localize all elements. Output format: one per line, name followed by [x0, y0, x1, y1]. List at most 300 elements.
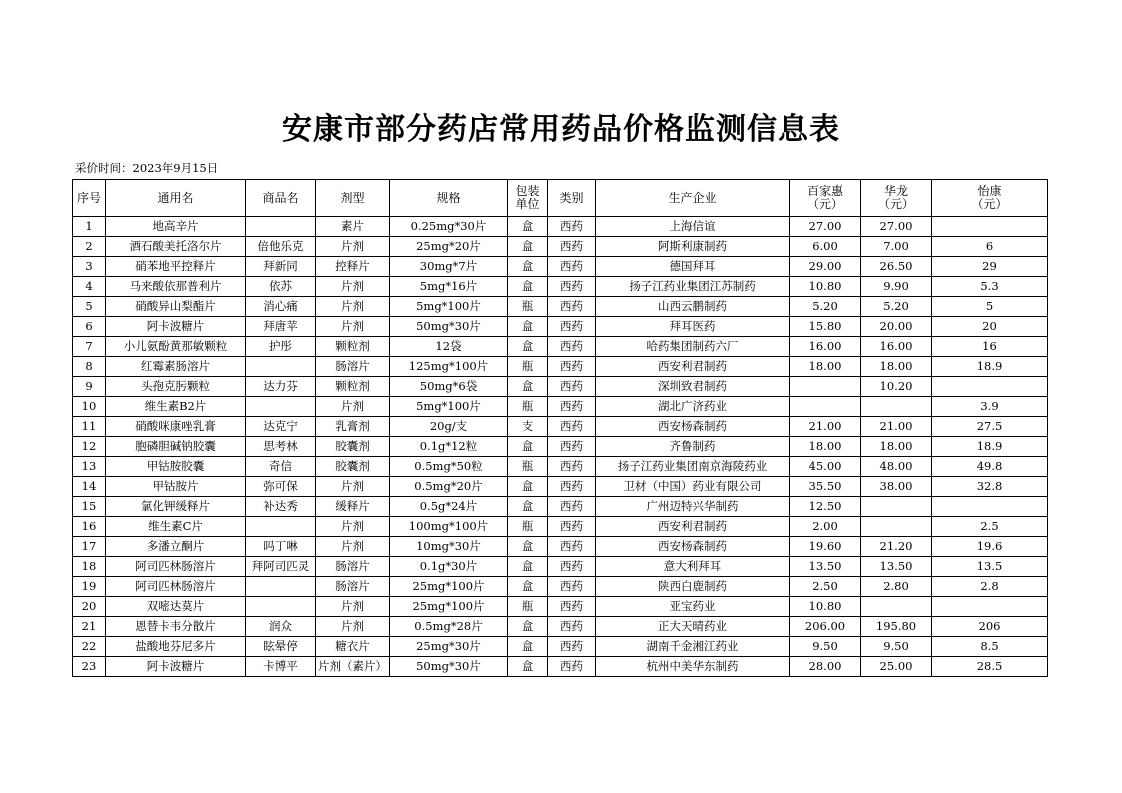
cell-brand-name: 倍他乐克 [246, 237, 316, 257]
cell-specification: 0.5mg*50粒 [390, 457, 508, 477]
cell-price-yikang: 206 [932, 617, 1048, 637]
cell-price-hualong: 21.20 [861, 537, 932, 557]
table-row [73, 357, 1048, 377]
cell-seq: 11 [73, 417, 106, 437]
cell-category: 西药 [548, 537, 596, 557]
cell-specification: 0.25mg*30片 [390, 217, 508, 237]
cell-manufacturer: 山西云鹏制药 [596, 297, 790, 317]
cell-generic-name: 红霉素肠溶片 [106, 357, 246, 377]
cell-price-hualong: 9.90 [861, 277, 932, 297]
cell-category: 西药 [548, 637, 596, 657]
cell-specification: 0.5g*24片 [390, 497, 508, 517]
header-price-baijiahui-line2: （元） [806, 197, 843, 211]
cell-price-hualong: 13.50 [861, 557, 932, 577]
cell-price-hualong: 21.00 [861, 417, 932, 437]
table-row [73, 437, 1048, 457]
cell-specification: 12袋 [390, 337, 508, 357]
cell-package-unit: 瓶 [508, 357, 548, 377]
cell-manufacturer: 扬子江药业集团南京海陵药业 [596, 457, 790, 477]
cell-generic-name: 头孢克肟颗粒 [106, 377, 246, 397]
header-seq: 序号 [73, 180, 106, 217]
header-price-hualong-line2: （元） [877, 197, 914, 211]
cell-brand-name: 拜唐苹 [246, 317, 316, 337]
cell-price-baijiahui: 27.00 [790, 217, 861, 237]
header-generic-name: 通用名 [106, 180, 246, 217]
table-row [73, 217, 1048, 237]
cell-manufacturer: 湖南千金湘江药业 [596, 637, 790, 657]
cell-category: 西药 [548, 417, 596, 437]
cell-price-baijiahui: 21.00 [790, 417, 861, 437]
cell-brand-name: 奇信 [246, 457, 316, 477]
cell-generic-name: 氯化钾缓释片 [106, 497, 246, 517]
cell-manufacturer: 西安利君制药 [596, 357, 790, 377]
cell-specification: 0.1g*30片 [390, 557, 508, 577]
cell-dosage-form: 片剂 [316, 277, 390, 297]
table-row [73, 377, 1048, 397]
cell-seq: 14 [73, 477, 106, 497]
cell-price-hualong: 18.00 [861, 437, 932, 457]
cell-brand-name: 吗丁啉 [246, 537, 316, 557]
cell-package-unit: 瓶 [508, 397, 548, 417]
header-specification: 规格 [390, 180, 508, 217]
header-package-unit [508, 180, 548, 217]
cell-price-yikang: 5 [932, 297, 1048, 317]
cell-price-yikang [932, 217, 1048, 237]
header-price-yikang-line1: 怡康 [977, 184, 1002, 198]
header-dosage-form: 剂型 [316, 180, 390, 217]
cell-seq: 8 [73, 357, 106, 377]
cell-category: 西药 [548, 517, 596, 537]
cell-category: 西药 [548, 257, 596, 277]
cell-generic-name: 马来酸依那普利片 [106, 277, 246, 297]
cell-price-yikang: 2.5 [932, 517, 1048, 537]
cell-price-baijiahui: 6.00 [790, 237, 861, 257]
cell-price-baijiahui: 12.50 [790, 497, 861, 517]
cell-generic-name: 阿司匹林肠溶片 [106, 557, 246, 577]
cell-price-hualong: 5.20 [861, 297, 932, 317]
table-row [73, 277, 1048, 297]
cell-price-hualong: 38.00 [861, 477, 932, 497]
cell-generic-name: 阿司匹林肠溶片 [106, 577, 246, 597]
cell-category: 西药 [548, 217, 596, 237]
cell-price-hualong [861, 497, 932, 517]
cell-brand-name: 眩晕停 [246, 637, 316, 657]
cell-price-baijiahui [790, 397, 861, 417]
table-row [73, 537, 1048, 557]
cell-seq: 12 [73, 437, 106, 457]
cell-brand-name: 达克宁 [246, 417, 316, 437]
cell-brand-name: 依苏 [246, 277, 316, 297]
cell-brand-name: 拜新同 [246, 257, 316, 277]
cell-dosage-form: 胶囊剂 [316, 457, 390, 477]
cell-manufacturer: 哈药集团制药六厂 [596, 337, 790, 357]
cell-brand-name [246, 217, 316, 237]
cell-category: 西药 [548, 277, 596, 297]
header-price-hualong [861, 180, 932, 217]
cell-brand-name [246, 597, 316, 617]
cell-brand-name [246, 357, 316, 377]
cell-price-yikang: 28.5 [932, 657, 1048, 677]
cell-category: 西药 [548, 597, 596, 617]
cell-manufacturer: 拜耳医药 [596, 317, 790, 337]
cell-price-baijiahui: 10.80 [790, 597, 861, 617]
cell-price-yikang: 49.8 [932, 457, 1048, 477]
cell-category: 西药 [548, 377, 596, 397]
cell-package-unit: 盒 [508, 337, 548, 357]
cell-generic-name: 小儿氨酚黄那敏颗粒 [106, 337, 246, 357]
cell-specification: 125mg*100片 [390, 357, 508, 377]
table-row [73, 557, 1048, 577]
cell-seq: 18 [73, 557, 106, 577]
cell-category: 西药 [548, 237, 596, 257]
cell-price-yikang: 18.9 [932, 437, 1048, 457]
cell-package-unit: 盒 [508, 277, 548, 297]
cell-price-baijiahui: 18.00 [790, 437, 861, 457]
cell-price-baijiahui: 16.00 [790, 337, 861, 357]
cell-price-hualong: 26.50 [861, 257, 932, 277]
cell-dosage-form: 控释片 [316, 257, 390, 277]
cell-dosage-form: 肠溶片 [316, 557, 390, 577]
cell-dosage-form: 片剂 [316, 617, 390, 637]
cell-manufacturer: 湖北广济药业 [596, 397, 790, 417]
cell-price-yikang: 19.6 [932, 537, 1048, 557]
cell-generic-name: 双嘧达莫片 [106, 597, 246, 617]
cell-seq: 5 [73, 297, 106, 317]
cell-specification: 5mg*16片 [390, 277, 508, 297]
cell-manufacturer: 扬子江药业集团江苏制药 [596, 277, 790, 297]
cell-price-yikang: 20 [932, 317, 1048, 337]
cell-price-baijiahui: 15.80 [790, 317, 861, 337]
cell-package-unit: 盒 [508, 437, 548, 457]
cell-package-unit: 盒 [508, 377, 548, 397]
cell-specification: 25mg*20片 [390, 237, 508, 257]
cell-price-yikang: 29 [932, 257, 1048, 277]
cell-seq: 4 [73, 277, 106, 297]
cell-generic-name: 维生素C片 [106, 517, 246, 537]
cell-seq: 1 [73, 217, 106, 237]
cell-brand-name: 润众 [246, 617, 316, 637]
cell-package-unit: 盒 [508, 317, 548, 337]
cell-price-yikang: 27.5 [932, 417, 1048, 437]
cell-price-baijiahui: 2.50 [790, 577, 861, 597]
drug-price-table [72, 179, 1048, 677]
table-row [73, 597, 1048, 617]
cell-dosage-form: 素片 [316, 217, 390, 237]
cell-category: 西药 [548, 557, 596, 577]
cell-category: 西药 [548, 357, 596, 377]
cell-manufacturer: 西安杨森制药 [596, 417, 790, 437]
cell-manufacturer: 杭州中美华东制药 [596, 657, 790, 677]
header-package-unit-line1: 包装 [515, 184, 540, 198]
cell-dosage-form: 颗粒剂 [316, 337, 390, 357]
cell-generic-name: 阿卡波糖片 [106, 317, 246, 337]
cell-generic-name: 酒石酸美托洛尔片 [106, 237, 246, 257]
cell-category: 西药 [548, 657, 596, 677]
cell-price-baijiahui: 206.00 [790, 617, 861, 637]
cell-specification: 25mg*100片 [390, 577, 508, 597]
cell-price-hualong: 27.00 [861, 217, 932, 237]
cell-package-unit: 盒 [508, 497, 548, 517]
cell-specification: 0.5mg*28片 [390, 617, 508, 637]
cell-brand-name [246, 517, 316, 537]
cell-seq: 15 [73, 497, 106, 517]
cell-price-hualong: 16.00 [861, 337, 932, 357]
cell-package-unit: 盒 [508, 657, 548, 677]
cell-specification: 25mg*100片 [390, 597, 508, 617]
header-price-hualong-line1: 华龙 [883, 184, 908, 198]
cell-manufacturer: 广州迈特兴华制药 [596, 497, 790, 517]
cell-manufacturer: 深圳致君制药 [596, 377, 790, 397]
cell-specification: 100mg*100片 [390, 517, 508, 537]
cell-price-baijiahui: 35.50 [790, 477, 861, 497]
cell-price-hualong: 18.00 [861, 357, 932, 377]
cell-category: 西药 [548, 317, 596, 337]
cell-brand-name: 达力芬 [246, 377, 316, 397]
header-price-baijiahui [790, 180, 861, 217]
table-row [73, 317, 1048, 337]
table-row [73, 637, 1048, 657]
cell-generic-name: 阿卡波糖片 [106, 657, 246, 677]
cell-dosage-form: 片剂 [316, 477, 390, 497]
cell-seq: 21 [73, 617, 106, 637]
cell-price-hualong: 20.00 [861, 317, 932, 337]
cell-package-unit: 盒 [508, 257, 548, 277]
cell-specification: 0.1g*12粒 [390, 437, 508, 457]
cell-dosage-form: 片剂 [316, 597, 390, 617]
cell-price-yikang: 3.9 [932, 397, 1048, 417]
cell-category: 西药 [548, 297, 596, 317]
cell-seq: 3 [73, 257, 106, 277]
cell-seq: 16 [73, 517, 106, 537]
cell-price-yikang: 2.8 [932, 577, 1048, 597]
cell-specification: 25mg*30片 [390, 637, 508, 657]
table-row [73, 417, 1048, 437]
cell-price-baijiahui: 5.20 [790, 297, 861, 317]
cell-manufacturer: 正大天晴药业 [596, 617, 790, 637]
cell-seq: 19 [73, 577, 106, 597]
header-package-unit-line2: 单位 [515, 197, 540, 211]
cell-package-unit: 盒 [508, 537, 548, 557]
cell-dosage-form: 胶囊剂 [316, 437, 390, 457]
table-row [73, 497, 1048, 517]
cell-generic-name: 硝酸咪康唑乳膏 [106, 417, 246, 437]
table-body [73, 217, 1048, 677]
cell-manufacturer: 齐鲁制药 [596, 437, 790, 457]
cell-price-hualong: 9.50 [861, 637, 932, 657]
cell-price-hualong [861, 517, 932, 537]
table-row [73, 657, 1048, 677]
cell-seq: 9 [73, 377, 106, 397]
cell-generic-name: 甲钴胺片 [106, 477, 246, 497]
cell-seq: 13 [73, 457, 106, 477]
cell-dosage-form: 片剂 [316, 537, 390, 557]
cell-price-hualong: 195.80 [861, 617, 932, 637]
cell-price-baijiahui: 10.80 [790, 277, 861, 297]
cell-specification: 5mg*100片 [390, 297, 508, 317]
cell-seq: 22 [73, 637, 106, 657]
cell-brand-name: 思考林 [246, 437, 316, 457]
cell-dosage-form: 片剂 [316, 237, 390, 257]
cell-price-baijiahui: 29.00 [790, 257, 861, 277]
cell-price-hualong: 7.00 [861, 237, 932, 257]
cell-brand-name: 消心痛 [246, 297, 316, 317]
table-row [73, 297, 1048, 317]
cell-price-yikang: 32.8 [932, 477, 1048, 497]
collection-date: 采价时间：2023年9月15日 [75, 161, 219, 175]
cell-package-unit: 瓶 [508, 597, 548, 617]
cell-dosage-form: 片剂 [316, 317, 390, 337]
cell-generic-name: 硝苯地平控释片 [106, 257, 246, 277]
cell-brand-name: 护彤 [246, 337, 316, 357]
cell-seq: 23 [73, 657, 106, 677]
cell-price-baijiahui: 13.50 [790, 557, 861, 577]
table-row [73, 517, 1048, 537]
cell-generic-name: 维生素B2片 [106, 397, 246, 417]
cell-package-unit: 盒 [508, 617, 548, 637]
table-row [73, 337, 1048, 357]
cell-seq: 20 [73, 597, 106, 617]
cell-category: 西药 [548, 477, 596, 497]
table-row [73, 257, 1048, 277]
cell-manufacturer: 德国拜耳 [596, 257, 790, 277]
cell-dosage-form: 片剂 [316, 517, 390, 537]
cell-price-hualong: 48.00 [861, 457, 932, 477]
cell-brand-name: 拜阿司匹灵 [246, 557, 316, 577]
cell-manufacturer: 意大利拜耳 [596, 557, 790, 577]
header-brand-name: 商品名 [246, 180, 316, 217]
page-title: 安康市部分药店常用药品价格监测信息表 [282, 112, 840, 147]
cell-dosage-form: 糖衣片 [316, 637, 390, 657]
cell-package-unit: 盒 [508, 217, 548, 237]
cell-price-yikang: 13.5 [932, 557, 1048, 577]
cell-brand-name [246, 577, 316, 597]
cell-manufacturer: 亚宝药业 [596, 597, 790, 617]
cell-generic-name: 地高辛片 [106, 217, 246, 237]
cell-price-baijiahui [790, 377, 861, 397]
header-price-yikang [932, 180, 1048, 217]
cell-price-baijiahui: 2.00 [790, 517, 861, 537]
cell-price-hualong: 25.00 [861, 657, 932, 677]
cell-brand-name: 卡博平 [246, 657, 316, 677]
cell-category: 西药 [548, 337, 596, 357]
cell-manufacturer: 卫材（中国）药业有限公司 [596, 477, 790, 497]
cell-seq: 17 [73, 537, 106, 557]
table-row [73, 577, 1048, 597]
cell-generic-name: 胞磷胆碱钠胶囊 [106, 437, 246, 457]
cell-package-unit: 盒 [508, 477, 548, 497]
cell-specification: 5mg*100片 [390, 397, 508, 417]
cell-price-yikang: 18.9 [932, 357, 1048, 377]
cell-price-hualong: 10.20 [861, 377, 932, 397]
cell-price-yikang: 6 [932, 237, 1048, 257]
cell-seq: 7 [73, 337, 106, 357]
cell-dosage-form: 缓释片 [316, 497, 390, 517]
table-row [73, 457, 1048, 477]
cell-package-unit: 支 [508, 417, 548, 437]
cell-price-yikang [932, 377, 1048, 397]
cell-category: 西药 [548, 437, 596, 457]
cell-specification: 20g/支 [390, 417, 508, 437]
cell-manufacturer: 陕西白鹿制药 [596, 577, 790, 597]
header-manufacturer: 生产企业 [596, 180, 790, 217]
cell-seq: 2 [73, 237, 106, 257]
cell-specification: 30mg*7片 [390, 257, 508, 277]
cell-generic-name: 多潘立酮片 [106, 537, 246, 557]
cell-package-unit: 瓶 [508, 457, 548, 477]
header-category: 类别 [548, 180, 596, 217]
cell-price-baijiahui: 18.00 [790, 357, 861, 377]
cell-generic-name: 甲钴胺胶囊 [106, 457, 246, 477]
cell-generic-name: 恩替卡韦分散片 [106, 617, 246, 637]
cell-manufacturer: 上海信谊 [596, 217, 790, 237]
cell-category: 西药 [548, 397, 596, 417]
cell-dosage-form: 片剂 [316, 297, 390, 317]
cell-brand-name [246, 397, 316, 417]
cell-dosage-form: 颗粒剂 [316, 377, 390, 397]
cell-package-unit: 盒 [508, 237, 548, 257]
cell-dosage-form: 片剂 [316, 397, 390, 417]
cell-manufacturer: 西安杨森制药 [596, 537, 790, 557]
cell-package-unit: 瓶 [508, 517, 548, 537]
cell-price-yikang: 16 [932, 337, 1048, 357]
cell-price-hualong: 2.80 [861, 577, 932, 597]
cell-category: 西药 [548, 457, 596, 477]
header-price-baijiahui-line1: 百家惠 [806, 184, 843, 198]
cell-category: 西药 [548, 577, 596, 597]
cell-generic-name: 硝酸异山梨酯片 [106, 297, 246, 317]
cell-specification: 10mg*30片 [390, 537, 508, 557]
cell-specification: 50mg*6袋 [390, 377, 508, 397]
cell-brand-name: 补达秀 [246, 497, 316, 517]
cell-price-yikang [932, 497, 1048, 517]
cell-price-baijiahui: 28.00 [790, 657, 861, 677]
cell-specification: 50mg*30片 [390, 317, 508, 337]
cell-dosage-form: 片剂（素片） [316, 657, 390, 677]
cell-manufacturer: 西安利君制药 [596, 517, 790, 537]
header-price-yikang-line2: （元） [971, 197, 1008, 211]
cell-dosage-form: 乳膏剂 [316, 417, 390, 437]
cell-package-unit: 盒 [508, 557, 548, 577]
cell-dosage-form: 肠溶片 [316, 357, 390, 377]
cell-dosage-form: 肠溶片 [316, 577, 390, 597]
cell-package-unit: 盒 [508, 637, 548, 657]
table-row [73, 237, 1048, 257]
cell-package-unit: 盒 [508, 577, 548, 597]
cell-price-baijiahui: 45.00 [790, 457, 861, 477]
table-header-row [73, 180, 1048, 217]
cell-generic-name: 盐酸地芬尼多片 [106, 637, 246, 657]
cell-price-baijiahui: 9.50 [790, 637, 861, 657]
cell-category: 西药 [548, 497, 596, 517]
cell-package-unit: 瓶 [508, 297, 548, 317]
cell-specification: 50mg*30片 [390, 657, 508, 677]
cell-price-baijiahui: 19.60 [790, 537, 861, 557]
cell-brand-name: 弥可保 [246, 477, 316, 497]
cell-category: 西药 [548, 617, 596, 637]
cell-seq: 6 [73, 317, 106, 337]
cell-seq: 10 [73, 397, 106, 417]
cell-manufacturer: 阿斯利康制药 [596, 237, 790, 257]
cell-specification: 0.5mg*20片 [390, 477, 508, 497]
table-row [73, 397, 1048, 417]
table-row [73, 477, 1048, 497]
cell-price-yikang: 8.5 [932, 637, 1048, 657]
cell-price-yikang [932, 597, 1048, 617]
cell-price-hualong [861, 597, 932, 617]
cell-price-yikang: 5.3 [932, 277, 1048, 297]
cell-price-hualong [861, 397, 932, 417]
table-row [73, 617, 1048, 637]
